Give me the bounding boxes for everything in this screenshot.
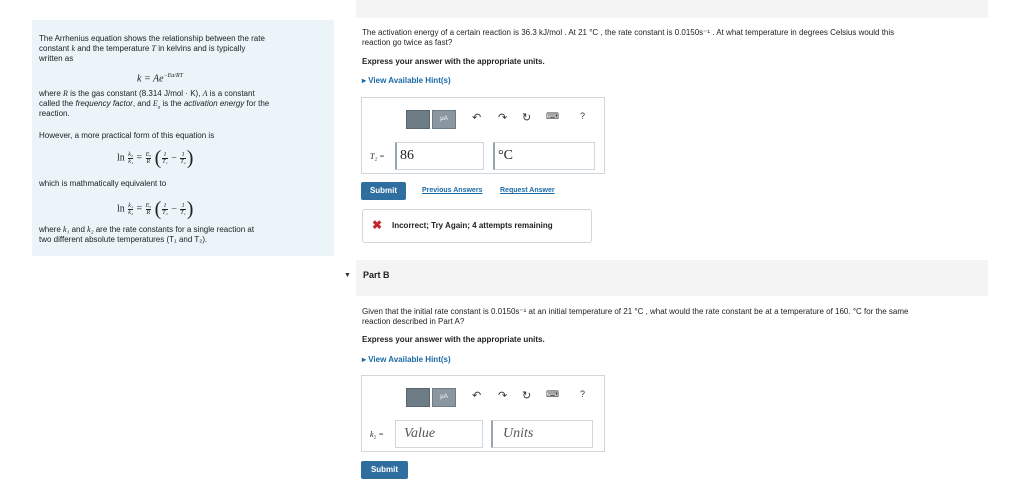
part-b-header[interactable]: [344, 260, 988, 296]
two-point-equation-2: ln $\frac{\text{k₁}}{\text{k₂}}$ = $\frac{\text{Eₐ}}{R}$ ( $\frac{1}{\text{T₂}}$ − $\frac{1}{\text{T₁}}$ ): [117, 198, 194, 220]
part-b-question-cont: reaction described in Part A?: [362, 317, 465, 326]
info-line: constant k and the temperature T in kelvins and is typically: [39, 44, 246, 53]
info-line: written as: [39, 54, 74, 63]
part-a-answer-panel: [361, 97, 605, 174]
part-a-submit-button[interactable]: Submit: [361, 182, 406, 200]
request-answer-link[interactable]: Request Answer: [500, 187, 555, 194]
info-line: two different absolute temperatures (T₁ and T₂).: [39, 235, 208, 244]
info-line: where k₁ and k₂ are the rate constants for a single reaction at: [39, 225, 255, 234]
part-b-question: Given that the initial rate constant is 0.0150s⁻¹ at an initial temperature of 21 °C , what would the rate constant be at a temperature of 160. °C for the same: [362, 307, 909, 316]
info-line: reaction.: [39, 109, 70, 118]
value-input[interactable]: Value: [395, 420, 483, 448]
part-a-express: Express your answer with the appropriate units.: [362, 57, 545, 66]
feedback-text: Incorrect; Try Again; 4 attempts remaining: [392, 221, 553, 230]
redo-icon[interactable]: ↷: [498, 112, 508, 124]
undo-icon[interactable]: ↶: [472, 390, 482, 402]
reset-icon[interactable]: ↻: [522, 112, 532, 124]
collapse-arrow-icon[interactable]: ▼: [344, 272, 351, 279]
arrhenius-equation: $k = Ae^{-Ea/RT}$: [137, 73, 183, 85]
value-input[interactable]: 86: [395, 142, 484, 170]
two-point-equation-1: ln $\frac{\text{k₂}}{\text{k₁}}$ = $\frac{\text{Eₐ}}{R}$ ( $\frac{1}{\text{T₁}}$ − $\frac{1}{\text{T₂}}$ ): [117, 147, 194, 169]
t2-label: T₂ =: [370, 152, 385, 161]
keyboard-icon[interactable]: ⌨: [546, 389, 559, 399]
units-input[interactable]: Units: [491, 420, 593, 448]
info-line: where R is the gas constant (8.314 J/mol · K), A is a constant: [39, 89, 255, 98]
redo-icon[interactable]: ↷: [498, 390, 508, 402]
arrhenius-info-box: [32, 20, 334, 256]
info-line: which is mathmatically equivalent to: [39, 179, 167, 188]
part-b-title: Part B: [363, 270, 390, 280]
undo-icon[interactable]: ↶: [472, 112, 482, 124]
help-icon[interactable]: ?: [580, 389, 586, 399]
incorrect-x-icon: ✖: [372, 218, 383, 232]
part-b-hints-link[interactable]: ▸ View Available Hint(s): [362, 355, 451, 364]
part-a-header-bar: [356, 0, 988, 18]
info-line: called the frequency factor, and $E_a$ is the activation energy for the: [39, 99, 270, 111]
reset-icon[interactable]: ↻: [522, 390, 532, 402]
part-a-feedback: [362, 209, 592, 243]
info-line: However, a more practical form of this equation is: [39, 131, 215, 140]
units-input[interactable]: °C: [493, 142, 595, 170]
previous-answers-link[interactable]: Previous Answers: [422, 187, 483, 194]
info-line: The Arrhenius equation shows the relationship between the rate: [39, 34, 265, 43]
part-b-answer-panel: [361, 375, 605, 452]
part-b-submit-button[interactable]: Submit: [361, 461, 408, 479]
part-b-express: Express your answer with the appropriate units.: [362, 335, 545, 344]
k2-label: k₂ =: [370, 430, 384, 439]
part-a-question: The activation energy of a certain reaction is 36.3 kJ/mol . At 21 °C , the rate constant is 0.0150s⁻¹ . At what temperature in degrees Celsius would this: [362, 28, 895, 37]
help-icon[interactable]: ?: [580, 111, 586, 121]
keyboard-icon[interactable]: ⌨: [546, 111, 559, 121]
part-a-question-cont: reaction go twice as fast?: [362, 38, 453, 47]
templates-icon[interactable]: [406, 110, 430, 129]
units-template-icon[interactable]: μA: [432, 388, 456, 407]
part-a-hints-link[interactable]: ▸ View Available Hint(s): [362, 76, 451, 85]
units-template-icon[interactable]: μA: [432, 110, 456, 129]
templates-icon[interactable]: [406, 388, 430, 407]
